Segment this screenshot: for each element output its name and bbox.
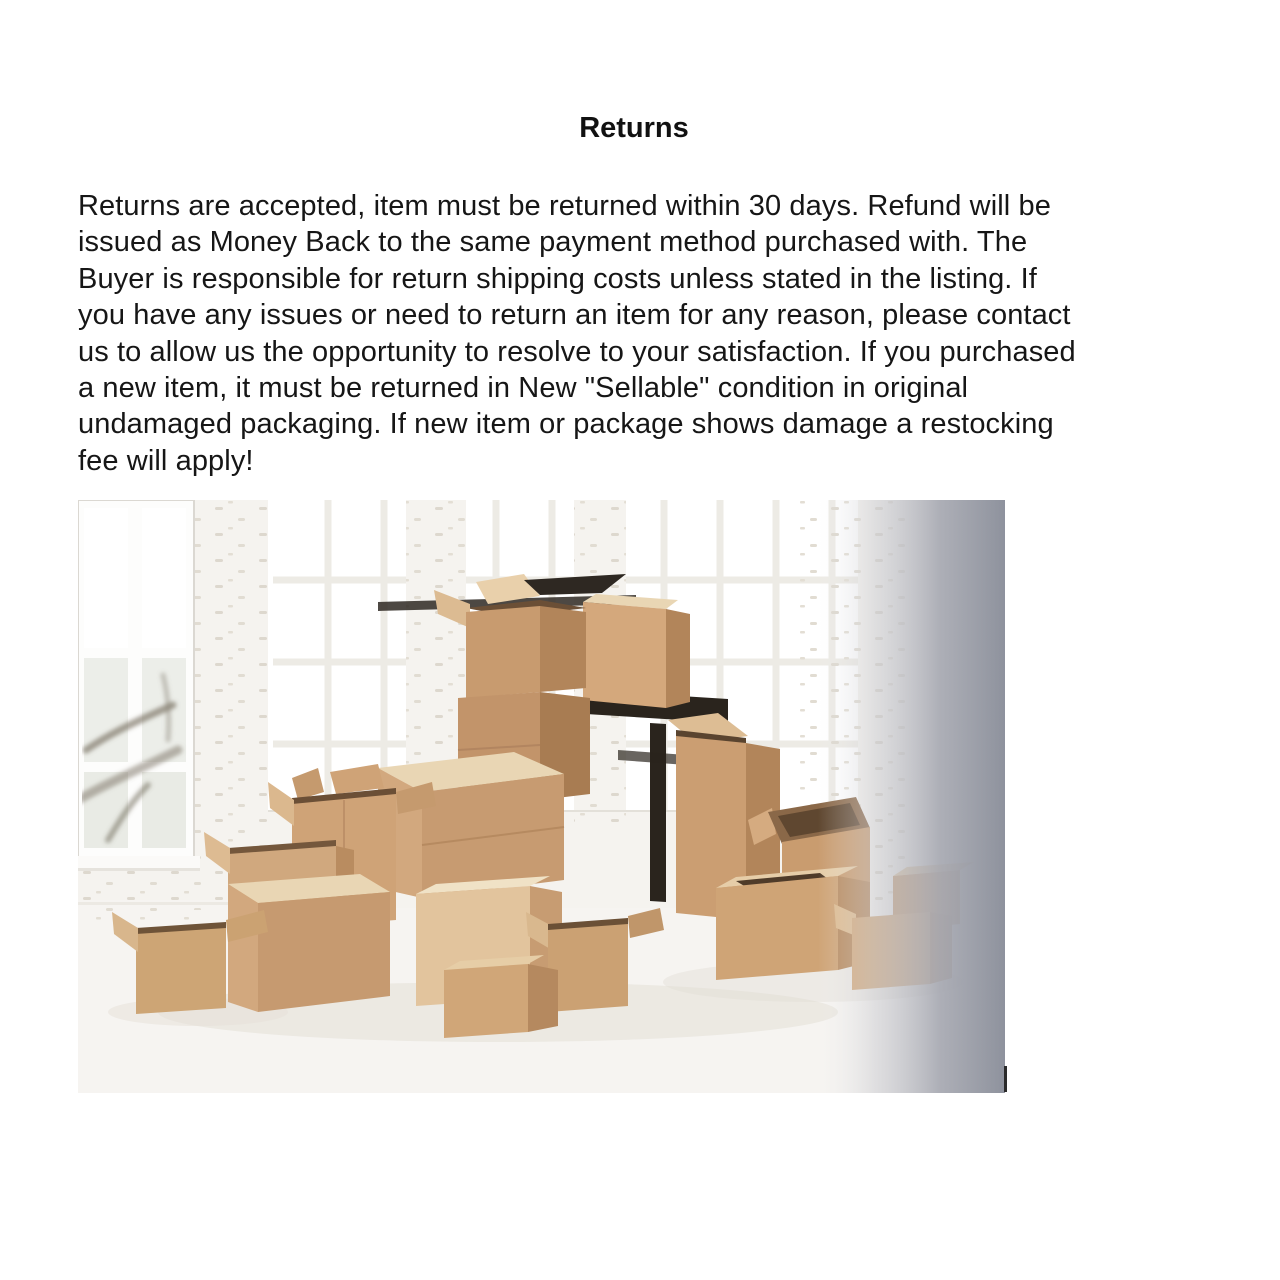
boxes-photo-svg (78, 500, 1005, 1093)
text-cursor (1004, 1066, 1007, 1092)
body-line: Returns are accepted, item must be returned within 30 days. Refund will be (78, 190, 1051, 222)
body-line: us to allow us the opportunity to resolve to your satisfaction. If you purchased (78, 335, 1076, 368)
page-title: Returns (579, 112, 689, 144)
body-line: fee will apply! (78, 444, 254, 477)
left-window (78, 500, 200, 871)
body-line: issued as Money Back to the same payment method purchased with. The (78, 226, 1028, 259)
returns-policy-paragraph (78, 188, 1208, 479)
body-line: undamaged packaging. If new item or package shows damage a restocking (78, 408, 1054, 441)
body-line: Buyer is responsible for return shipping costs unless stated in the listing. If (78, 262, 1037, 295)
blur-foreground-band (818, 500, 1005, 1093)
returns-policy-photo[interactable] (78, 500, 1005, 1093)
body-line: you have any issues or need to return an item for any reason, please contact (78, 299, 1071, 332)
body-line: a new item, it must be returned in New "Sellable" condition in original (78, 372, 969, 405)
